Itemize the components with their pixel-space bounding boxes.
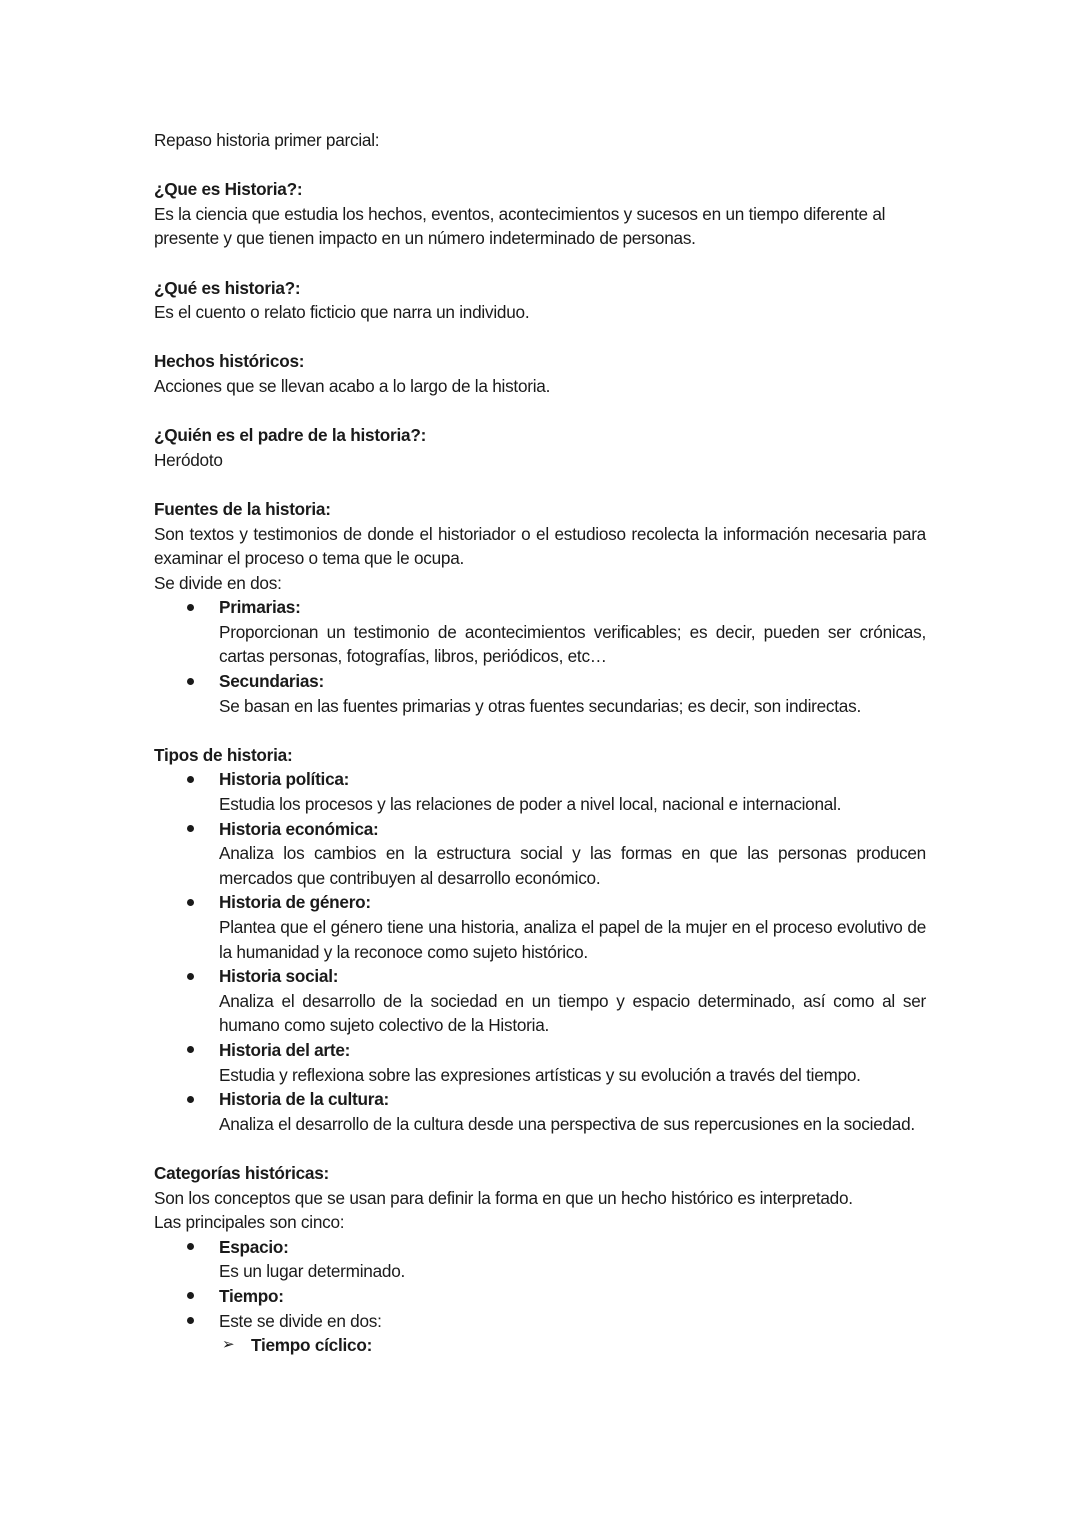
list-item-term: Historia económica: <box>219 818 379 839</box>
list-item <box>154 1235 926 1284</box>
section-body-que-es-historia-relato: Es el cuento o relato ficticio que narra un individuo. <box>154 302 530 323</box>
list-item-desc: Analiza los cambios en la estructura social y las formas en que las personas producen mercados que contribuyen al desarrollo económico. <box>219 843 926 888</box>
list-item <box>154 1309 926 1334</box>
arrow-bullet-icon: ➢ <box>222 1336 235 1354</box>
list-item-term: Tiempo: <box>219 1285 284 1306</box>
section-heading-tipos: Tipos de historia: <box>154 744 293 765</box>
list-item <box>154 1284 926 1309</box>
list-item <box>154 1087 926 1136</box>
bullet-dot-icon <box>185 964 195 989</box>
document-page <box>154 128 926 1358</box>
spacer <box>154 718 926 743</box>
section-heading-categorias: Categorías históricas: <box>154 1162 330 1183</box>
section-body-fuentes: Son textos y testimonios de donde el historiador o el estudioso recolecta la información necesaria para examinar el proceso o tema que le ocupa. <box>154 523 926 569</box>
spacer <box>154 399 926 424</box>
bullet-dot-icon <box>185 817 195 842</box>
section-heading-que-es-historia: ¿Que es Historia?: <box>154 179 303 200</box>
list-item-desc: Estudia los procesos y las relaciones de poder a nivel local, nacional e internacional. <box>219 794 842 815</box>
list-item <box>154 1038 926 1087</box>
list-item-term: Historia del arte: <box>219 1039 351 1060</box>
document-title: Repaso historia primer parcial: <box>154 130 380 150</box>
section-body-hechos-historicos: Acciones que se llevan acabo a lo largo de la historia. <box>154 375 551 396</box>
list-item-term: Historia social: <box>219 966 339 987</box>
list-item-term: Historia política: <box>219 769 350 790</box>
list-item-term: Historia de género: <box>219 892 371 913</box>
tipos-list <box>154 767 926 1136</box>
list-item-term: Historia de la cultura: <box>219 1089 389 1110</box>
section-body-que-es-historia: Es la ciencia que estudia los hechos, eventos, acontecimientos y sucesos en un tiempo diferente al presente y que tienen impacto en un número indeterminado de personas. <box>154 203 886 249</box>
spacer <box>154 251 926 276</box>
list-item <box>154 767 926 816</box>
list-item-desc: Es un lugar determinado. <box>219 1261 406 1282</box>
sub-list-item <box>154 1333 926 1358</box>
bullet-dot-icon <box>185 595 195 620</box>
list-item-term: Espacio: <box>219 1236 289 1257</box>
bullet-dot-icon <box>185 669 195 694</box>
categorias-list <box>154 1235 926 1358</box>
section-heading-hechos-historicos: Hechos históricos: <box>154 351 305 372</box>
section-body-padre-historia: Heródoto <box>154 449 223 470</box>
list-item-plain: Este se divide en dos: <box>219 1310 382 1331</box>
bullet-dot-icon <box>185 1038 195 1063</box>
list-item-term: Primarias: <box>219 597 301 618</box>
list-item <box>154 964 926 1038</box>
section-intro-categorias: Las principales son cinco: <box>154 1212 345 1233</box>
section-heading-padre-historia: ¿Quién es el padre de la historia?: <box>154 425 427 446</box>
section-body-categorias: Son los conceptos que se usan para definir la forma en que un hecho histórico es interpretado. <box>154 1187 853 1208</box>
list-item-desc: Plantea que el género tiene una historia, analiza el papel de la mujer en el proceso evolutivo de la humanidad y la reconoce como sujeto histórico. <box>219 917 926 962</box>
list-item-desc: Estudia y reflexiona sobre las expresiones artísticas y su evolución a través del tiempo. <box>219 1064 861 1085</box>
bullet-dot-icon <box>185 890 195 915</box>
section-heading-fuentes: Fuentes de la historia: <box>154 498 331 519</box>
bullet-dot-icon <box>185 1235 195 1260</box>
bullet-dot-icon <box>185 1284 195 1309</box>
list-item-desc: Analiza el desarrollo de la cultura desde una perspectiva de sus repercusiones en la sociedad. <box>219 1113 915 1134</box>
list-item <box>154 817 926 891</box>
section-intro-fuentes: Se divide en dos: <box>154 572 282 593</box>
list-item-desc: Proporcionan un testimonio de acontecimientos verificables; es decir, pueden ser crónicas, cartas personas, fotografías, libros, periódicos, etc… <box>219 621 926 667</box>
bullet-dot-icon <box>185 767 195 792</box>
list-item-term: Secundarias: <box>219 671 324 692</box>
spacer <box>154 472 926 497</box>
spacer <box>154 153 926 178</box>
list-item <box>154 595 926 669</box>
list-item-desc: Analiza el desarrollo de la sociedad en un tiempo y espacio determinado, así como al ser humano como sujeto colectivo de la Historia. <box>219 990 926 1036</box>
bullet-dot-icon <box>185 1309 195 1334</box>
spacer <box>154 1136 926 1161</box>
list-item <box>154 669 926 718</box>
section-heading-que-es-historia-relato: ¿Qué es historia?: <box>154 277 301 298</box>
spacer <box>154 325 926 350</box>
sub-list-item-term: Tiempo cíclico: <box>251 1335 373 1356</box>
list-item-desc: Se basan en las fuentes primarias y otras fuentes secundarias; es decir, son indirectas. <box>219 695 861 716</box>
fuentes-list <box>154 595 926 718</box>
list-item <box>154 890 926 964</box>
bullet-dot-icon <box>185 1087 195 1112</box>
